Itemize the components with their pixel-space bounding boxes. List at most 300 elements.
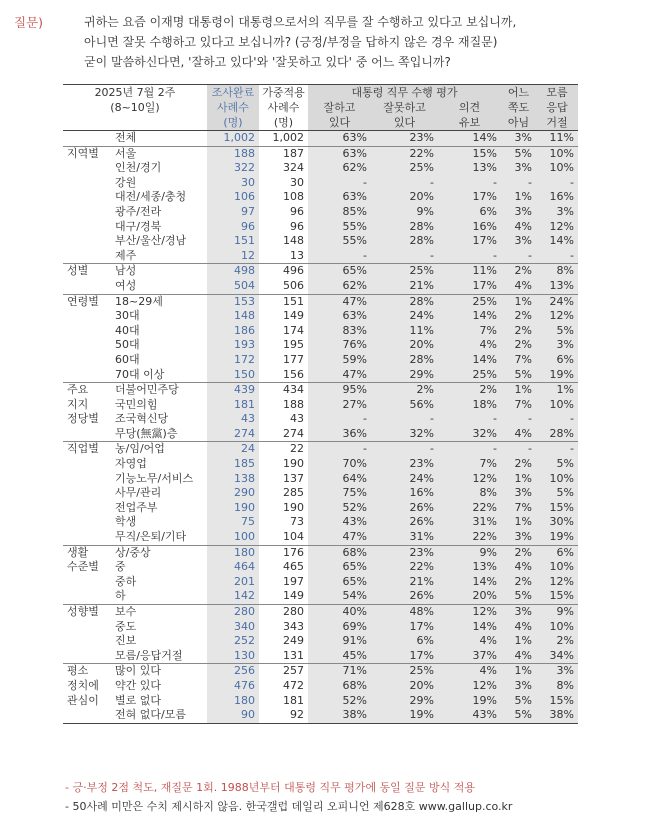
footnote-2: - 50사례 미만은 수치 제시하지 않음. 한국갤럽 데일리 오피니언 제628호 www.gallup.co.kr [65, 800, 513, 813]
cell-w: 148 [283, 234, 304, 248]
cell-dk: 5% [536, 457, 578, 472]
header-done-sub: 사례수 [207, 100, 259, 115]
header-neither-1: 어느 [501, 85, 536, 101]
cell-dk: 15% [536, 501, 578, 516]
cell-good: 71% [308, 664, 371, 679]
cell-neither: 5% [501, 368, 536, 383]
cell-neither: 5% [501, 589, 536, 604]
cell-label: 70대 이상 [115, 367, 165, 381]
table-row [63, 501, 578, 516]
header-dk-2: 응답 [536, 100, 578, 115]
cell-good: 59% [308, 353, 371, 368]
cell-reserve: 4% [438, 664, 501, 679]
cell-n: 30 [207, 176, 259, 191]
cell-good: 27% [308, 398, 371, 413]
header-weight: 가중적용 [259, 85, 308, 101]
cell-dk: - [536, 412, 578, 427]
cell-neither: 5% [501, 694, 536, 709]
cell-group [63, 205, 111, 220]
cell-reserve: 43% [438, 708, 501, 723]
cell-good: - [308, 412, 371, 427]
cell-n: 256 [207, 664, 259, 679]
cell-good: 63% [308, 309, 371, 324]
table-row [63, 338, 578, 353]
cell-good: 85% [308, 205, 371, 220]
table-row [63, 264, 578, 279]
table-row [63, 427, 578, 442]
cell-n: 151 [207, 234, 259, 249]
cell-label: 조국혁신당 [115, 412, 169, 426]
cell-good: 91% [308, 634, 371, 649]
header-bad-2: 있다 [371, 115, 438, 131]
cell-group [63, 220, 111, 235]
cell-label: 광주/전라 [115, 204, 162, 218]
cell-neither: 4% [501, 220, 536, 235]
cell-dk: 28% [536, 427, 578, 442]
cell-reserve: 16% [438, 220, 501, 235]
cell-label: 약간 있다 [115, 678, 162, 692]
cell-group [63, 457, 111, 472]
cell-good: 45% [308, 649, 371, 664]
cell-dk: 10% [536, 161, 578, 176]
cell-neither: 1% [501, 383, 536, 398]
question-line-2: 아니면 잘못 수행하고 있다고 보십니까? (긍정/부정을 답하지 않은 경우 재질문) [84, 35, 498, 49]
cell-n: 43 [207, 412, 259, 427]
cell-bad: 24% [371, 309, 438, 324]
cell-n: 464 [207, 560, 259, 575]
cell-n: 90 [207, 708, 259, 723]
cell-dk: 19% [536, 530, 578, 545]
cell-good: 95% [308, 383, 371, 398]
period-label: 2025년 7월 2주 [94, 86, 176, 99]
cell-good: 38% [308, 708, 371, 723]
cell-reserve: 13% [438, 560, 501, 575]
cell-group: 생활 [63, 545, 111, 560]
cell-w: 30 [290, 175, 304, 189]
cell-n: 1,002 [207, 131, 259, 147]
cell-w: 92 [259, 708, 308, 723]
cell-label: 사무/관리 [115, 486, 162, 500]
cell-n: 153 [207, 294, 259, 309]
cell-label: 별로 없다 [115, 693, 162, 707]
question-line-3: 굳이 말씀하신다면, '잘하고 있다'와 '잘못하고 있다' 중 어느 쪽입니까? [84, 55, 451, 69]
cell-reserve: 12% [438, 605, 501, 620]
cell-dk: - [536, 176, 578, 191]
cell-good: 40% [308, 605, 371, 620]
cell-label: 중 [115, 560, 126, 574]
cell-n: 100 [207, 530, 259, 545]
cell-n: 193 [207, 338, 259, 353]
cell-group [63, 353, 111, 368]
cell-n: 322 [207, 161, 259, 176]
cell-bad: - [371, 412, 438, 427]
table-row [63, 560, 578, 575]
cell-bad: 31% [371, 530, 438, 545]
cell-n: 252 [207, 634, 259, 649]
cell-n: 12 [207, 249, 259, 264]
cell-neither: 5% [501, 146, 536, 161]
table-row [63, 131, 578, 147]
cell-reserve: 12% [438, 679, 501, 694]
cell-w: 151 [259, 294, 308, 309]
cell-good: 54% [308, 589, 371, 604]
cell-group [63, 131, 111, 147]
cell-w: 496 [259, 264, 308, 279]
cell-w: 190 [283, 500, 304, 514]
cell-good: 47% [308, 368, 371, 383]
cell-group: 지역별 [63, 146, 111, 161]
cell-neither: 7% [501, 501, 536, 516]
cell-bad: 19% [371, 708, 438, 723]
cell-n: 181 [207, 398, 259, 413]
cell-w: 108 [283, 190, 304, 204]
cell-label: 전혀 없다/모름 [111, 708, 207, 723]
cell-good: 47% [308, 530, 371, 545]
cell-dk: 34% [536, 649, 578, 664]
cell-w: 73 [290, 515, 304, 529]
cell-n: 498 [207, 264, 259, 279]
cell-dk: - [536, 249, 578, 264]
cell-bad: 22% [371, 146, 438, 161]
cell-w: 274 [283, 426, 304, 440]
cell-n: 504 [207, 279, 259, 294]
header-good-1: 잘하고 [308, 100, 371, 115]
cell-reserve: 6% [438, 205, 501, 220]
cell-neither: 3% [501, 205, 536, 220]
cell-good: 62% [308, 279, 371, 294]
table-body [63, 131, 578, 724]
cell-w: 1,002 [259, 131, 308, 147]
cell-group: 직업별 [63, 442, 111, 457]
header-done: 조사완료 [207, 85, 259, 101]
cell-group [63, 279, 111, 294]
table-row [63, 634, 578, 649]
cell-label: 학생 [115, 515, 137, 529]
question-line-1: 귀하는 요즘 이재명 대통령이 대통령으로서의 직무를 잘 수행하고 있다고 보십니까, [84, 15, 517, 29]
cell-w: 104 [283, 530, 304, 544]
cell-w: 137 [283, 471, 304, 485]
cell-dk: 10% [536, 146, 578, 161]
cell-bad: 23% [371, 457, 438, 472]
cell-reserve: 25% [438, 368, 501, 383]
cell-neither: 1% [501, 664, 536, 679]
cell-w: 280 [259, 605, 308, 620]
cell-reserve: 15% [438, 146, 501, 161]
cell-bad: 29% [371, 694, 438, 709]
cell-group [63, 589, 111, 604]
cell-group: 평소 [63, 664, 111, 679]
cell-label: 40대 [115, 323, 140, 337]
cell-n: 290 [207, 486, 259, 501]
cell-w: 187 [259, 146, 308, 161]
cell-good: - [308, 442, 371, 457]
cell-bad: 22% [371, 560, 438, 575]
cell-label: 하 [115, 589, 126, 603]
cell-dk: 38% [536, 708, 578, 723]
cell-dk: 2% [536, 634, 578, 649]
cell-dk: 1% [536, 383, 578, 398]
table-row [63, 679, 578, 694]
cell-group [63, 486, 111, 501]
cell-group [63, 530, 111, 545]
cell-n: 201 [207, 575, 259, 590]
header-bad-1: 잘못하고 [371, 100, 438, 115]
cell-neither: 1% [501, 634, 536, 649]
cell-w: 195 [283, 338, 304, 352]
cell-neither: 2% [501, 575, 536, 590]
cell-label: 상/중상 [111, 545, 207, 560]
cell-w: 96 [290, 219, 304, 233]
cell-label: 진보 [115, 634, 137, 648]
cell-bad: 28% [371, 294, 438, 309]
table-row [63, 649, 578, 664]
cell-label: 무직/은퇴/기타 [115, 530, 187, 544]
table-row [63, 176, 578, 191]
cell-bad: 6% [371, 634, 438, 649]
cell-group: 성별 [63, 264, 111, 279]
cell-good: 55% [308, 220, 371, 235]
header-reserve-1: 의견 [438, 100, 501, 115]
cell-neither: 2% [501, 309, 536, 324]
cell-neither: 2% [501, 545, 536, 560]
cell-neither: 1% [501, 515, 536, 530]
table-row [63, 575, 578, 590]
cell-neither: - [501, 442, 536, 457]
cell-bad: 25% [371, 264, 438, 279]
cell-label: 국민의힘 [115, 397, 158, 411]
cell-dk: 6% [536, 545, 578, 560]
cell-w: 149 [283, 309, 304, 323]
cell-good: 52% [308, 501, 371, 516]
cell-dk: 10% [536, 560, 578, 575]
cell-label: 서울 [111, 146, 207, 161]
table-row [63, 605, 578, 620]
cell-group [63, 368, 111, 383]
cell-neither: 3% [501, 131, 536, 147]
cell-group: 정치에 [67, 678, 99, 692]
cell-n: 280 [207, 605, 259, 620]
cell-group [63, 708, 111, 723]
cell-bad: 26% [371, 589, 438, 604]
cell-label: 자영업 [115, 457, 147, 471]
cell-group [63, 501, 111, 516]
cell-neither: - [501, 249, 536, 264]
cell-good: 83% [308, 324, 371, 339]
cell-w: 43 [290, 412, 304, 426]
cell-group: 주요 [63, 383, 111, 398]
cell-group: 연령별 [63, 294, 111, 309]
cell-neither: 1% [501, 294, 536, 309]
cell-reserve: - [438, 412, 501, 427]
cell-reserve: - [438, 442, 501, 457]
cell-group [63, 515, 111, 530]
table-row [63, 545, 578, 560]
cell-dk: 5% [536, 486, 578, 501]
cell-n: 130 [207, 649, 259, 664]
cell-bad: 17% [371, 620, 438, 635]
cell-reserve: 32% [438, 427, 501, 442]
cell-reserve: 7% [438, 324, 501, 339]
cell-good: 43% [308, 515, 371, 530]
cell-label: 제주 [115, 248, 137, 262]
cell-bad: 23% [371, 545, 438, 560]
cell-w: 197 [283, 574, 304, 588]
header-neither-2: 쪽도 [501, 100, 536, 115]
cell-group: 정당별 [67, 412, 99, 426]
table-row [63, 220, 578, 235]
cell-reserve: 14% [438, 131, 501, 147]
cell-reserve: 17% [438, 234, 501, 249]
cell-label: 부산/울산/경남 [115, 234, 187, 248]
cell-w: 324 [283, 161, 304, 175]
cell-group [63, 190, 111, 205]
table-row [63, 309, 578, 324]
table-row [63, 694, 578, 709]
cell-reserve: 13% [438, 161, 501, 176]
cell-n: 340 [207, 620, 259, 635]
cell-bad: - [371, 249, 438, 264]
cell-dk: 6% [536, 353, 578, 368]
cell-label: 18~29세 [111, 294, 207, 309]
cell-reserve: 37% [438, 649, 501, 664]
cell-reserve: 17% [438, 279, 501, 294]
cell-group [63, 176, 111, 191]
cell-w: 96 [290, 204, 304, 218]
cell-good: 62% [308, 161, 371, 176]
cell-label: 대구/경북 [115, 219, 162, 233]
cell-bad: - [371, 176, 438, 191]
cell-good: 68% [308, 545, 371, 560]
cell-good: 55% [308, 234, 371, 249]
table-row [63, 249, 578, 264]
cell-dk: 3% [536, 338, 578, 353]
table-row [63, 234, 578, 249]
cell-n: 106 [207, 190, 259, 205]
table-row [63, 146, 578, 161]
cell-bad: 20% [371, 190, 438, 205]
cell-reserve: 22% [438, 530, 501, 545]
table-row [63, 279, 578, 294]
cell-n: 190 [207, 501, 259, 516]
cell-n: 150 [207, 368, 259, 383]
cell-dk: - [536, 442, 578, 457]
footnote-1: - 긍·부정 2점 척도, 재질문 1회. 1988년부터 대통령 직무 평가에 동일 질문 방식 적용 [65, 781, 476, 794]
cell-n: 274 [207, 427, 259, 442]
cell-dk: 19% [536, 368, 578, 383]
header-neither-3: 아님 [501, 115, 536, 131]
cell-label: 남성 [111, 264, 207, 279]
cell-w: 434 [259, 383, 308, 398]
cell-dk: 12% [536, 309, 578, 324]
cell-n: 185 [207, 457, 259, 472]
cell-w: 131 [283, 648, 304, 662]
header-group-title: 대통령 직무 수행 평가 [308, 85, 501, 101]
cell-group [63, 634, 111, 649]
table-row [63, 708, 578, 723]
cell-neither: - [501, 412, 536, 427]
cell-label: 전체 [111, 131, 207, 147]
cell-bad: 48% [371, 605, 438, 620]
cell-bad: - [371, 442, 438, 457]
cell-w: 506 [283, 278, 304, 292]
header-good-2: 있다 [308, 115, 371, 131]
cell-n: 148 [207, 309, 259, 324]
cell-label: 보수 [111, 605, 207, 620]
cell-reserve: 9% [438, 545, 501, 560]
cell-n: 180 [207, 545, 259, 560]
cell-group [63, 234, 111, 249]
cell-bad: 32% [371, 427, 438, 442]
cell-good: - [308, 176, 371, 191]
cell-w: 249 [283, 634, 304, 648]
cell-neither: 4% [501, 649, 536, 664]
table-row [63, 664, 578, 679]
cell-reserve: 7% [438, 457, 501, 472]
table-row [63, 190, 578, 205]
cell-reserve: 2% [438, 383, 501, 398]
cell-reserve: 8% [438, 486, 501, 501]
cell-good: - [308, 249, 371, 264]
cell-n: 186 [207, 324, 259, 339]
cell-dk: 15% [536, 589, 578, 604]
table-row [63, 294, 578, 309]
approval-table [63, 84, 578, 724]
table-row [63, 530, 578, 545]
cell-w: 149 [283, 589, 304, 603]
cell-good: 75% [308, 486, 371, 501]
period-dates: (8~10일) [110, 101, 160, 114]
cell-reserve: 19% [438, 694, 501, 709]
table-row [63, 412, 578, 427]
cell-group [63, 161, 111, 176]
cell-group [63, 324, 111, 339]
cell-neither: 5% [501, 708, 536, 723]
cell-bad: 17% [371, 649, 438, 664]
header-period [63, 85, 207, 116]
cell-bad: 28% [371, 353, 438, 368]
cell-reserve: 20% [438, 589, 501, 604]
cell-label: 기능노무/서비스 [115, 471, 194, 485]
cell-label: 60대 [115, 352, 140, 366]
cell-w: 181 [283, 693, 304, 707]
cell-bad: 26% [371, 501, 438, 516]
cell-reserve: 14% [438, 309, 501, 324]
cell-label: 전업주부 [115, 500, 158, 514]
cell-label: 인천/경기 [115, 161, 162, 175]
cell-label: 여성 [115, 278, 137, 292]
cell-label: 더불어민주당 [111, 383, 207, 398]
cell-label: 많이 있다 [111, 664, 207, 679]
cell-bad: 25% [371, 664, 438, 679]
cell-good: 64% [308, 472, 371, 487]
cell-n: 97 [207, 205, 259, 220]
cell-group [63, 249, 111, 264]
cell-dk: 5% [536, 324, 578, 339]
table-row [63, 161, 578, 176]
cell-neither: 3% [501, 530, 536, 545]
cell-w: 22 [259, 442, 308, 457]
cell-n: 180 [207, 694, 259, 709]
cell-good: 36% [308, 427, 371, 442]
cell-dk: 11% [536, 131, 578, 147]
cell-bad: 25% [371, 161, 438, 176]
cell-group [63, 309, 111, 324]
cell-bad: 20% [371, 679, 438, 694]
cell-good: 65% [308, 560, 371, 575]
cell-dk: 13% [536, 279, 578, 294]
cell-n: 476 [207, 679, 259, 694]
cell-w: 465 [283, 560, 304, 574]
